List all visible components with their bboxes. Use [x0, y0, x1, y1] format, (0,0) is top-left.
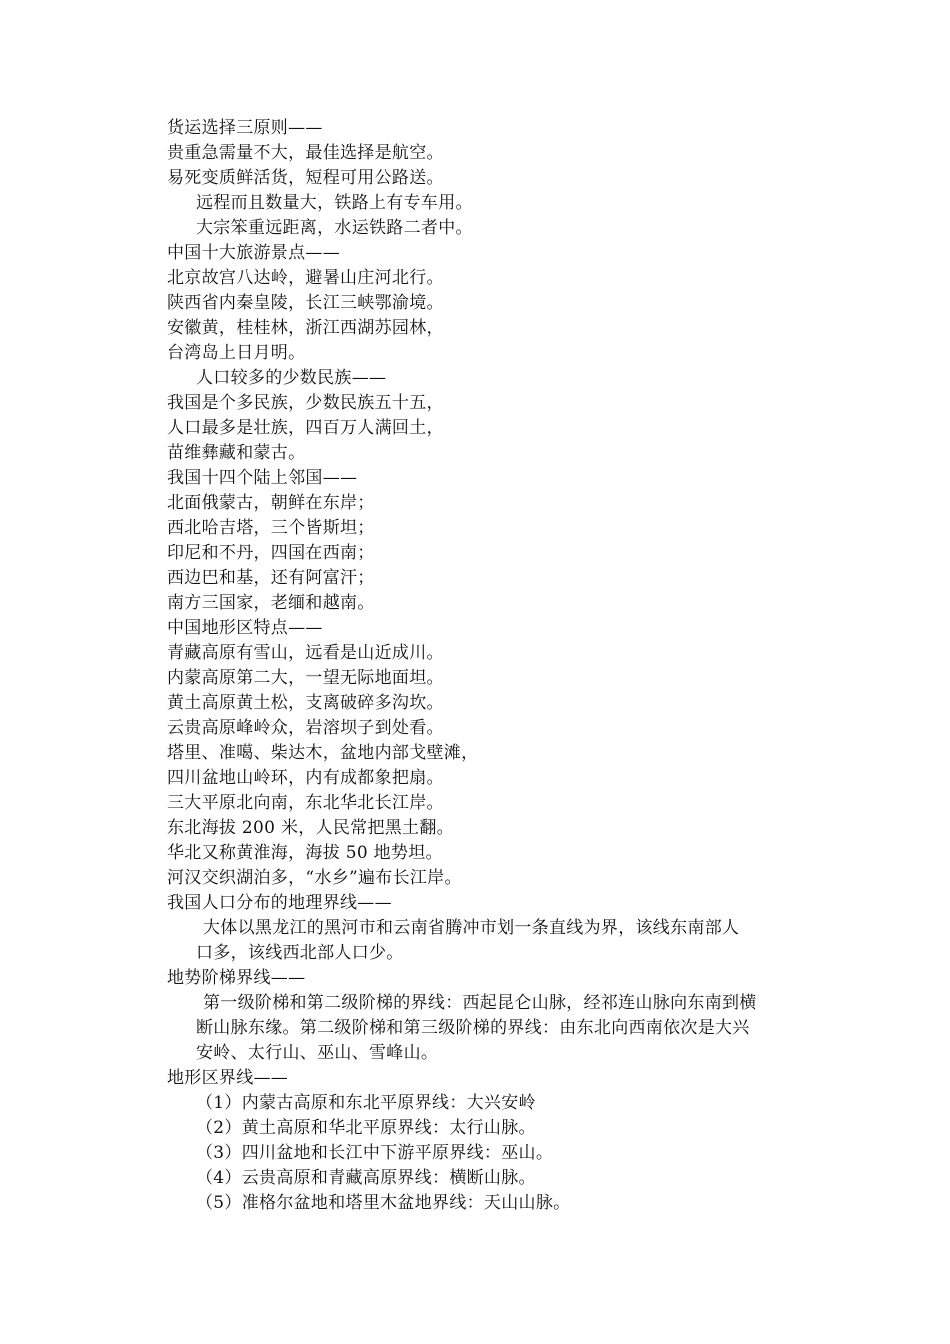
- text-line: 贵重急需量不大，最佳选择是航空。: [167, 143, 444, 163]
- text-line: 西边巴和基，还有阿富汗；: [167, 568, 375, 588]
- text-line: 远程而且数量大，铁路上有专车用。: [196, 193, 473, 213]
- text-line: 第一级阶梯和第二级阶梯的界线：西起昆仑山脉，经祁连山脉向东南到横: [203, 993, 757, 1013]
- text-line: 三大平原北向南，东北华北长江岸。: [167, 793, 444, 813]
- text-line: 安徽黄，桂桂林，浙江西湖苏园林，: [167, 318, 444, 338]
- section-heading: 人口较多的少数民族——: [196, 368, 387, 388]
- text-line: （5）准格尔盆地和塔里木盆地界线：天山山脉。: [196, 1193, 571, 1213]
- text-line: 台湾岛上日月明。: [167, 343, 306, 363]
- text-line: （3）四川盆地和长江中下游平原界线：巫山。: [196, 1143, 554, 1163]
- section-heading: 中国地形区特点——: [167, 618, 323, 638]
- section-heading: 我国人口分布的地理界线——: [167, 893, 392, 913]
- text-line: 大宗笨重远距离，水运铁路二者中。: [196, 218, 473, 238]
- text-line: （4）云贵高原和青藏高原界线：横断山脉。: [196, 1168, 536, 1188]
- section-heading: 地形区界线——: [167, 1068, 289, 1088]
- text-line: 印尼和不丹，四国在西南；: [167, 543, 375, 563]
- section-heading: 货运选择三原则——: [167, 118, 323, 138]
- section-heading: 我国十四个陆上邻国——: [167, 468, 358, 488]
- section-heading: 中国十大旅游景点——: [167, 243, 340, 263]
- text-line: 西北哈吉塔，三个皆斯坦；: [167, 518, 375, 538]
- text-line: 苗维彝藏和蒙古。: [167, 443, 306, 463]
- section-heading: 地势阶梯界线——: [167, 968, 306, 988]
- text-line: 黄土高原黄土松，支离破碎多沟坎。: [167, 693, 444, 713]
- text-line: 北京故宫八达岭，避暑山庄河北行。: [167, 268, 444, 288]
- text-line: 大体以黑龙江的黑河市和云南省腾冲市划一条直线为界，该线东南部人: [203, 918, 740, 938]
- text-line: 南方三国家，老缅和越南。: [167, 593, 375, 613]
- text-line: 云贵高原峰岭众，岩溶坝子到处看。: [167, 718, 444, 738]
- text-line: 易死变质鲜活货，短程可用公路送。: [167, 168, 444, 188]
- text-line: 北面俄蒙古，朝鲜在东岸；: [167, 493, 375, 513]
- text-line: 人口最多是壮族，四百万人满回土，: [167, 418, 444, 438]
- text-line: （2）黄土高原和华北平原界线：太行山脉。: [196, 1118, 536, 1138]
- text-line: 安岭、太行山、巫山、雪峰山。: [196, 1043, 439, 1063]
- text-line: 断山脉东缘。第二级阶梯和第三级阶梯的界线：由东北向西南依次是大兴: [196, 1018, 750, 1038]
- document-body: [0, 116, 950, 1216]
- text-line: 东北海拔 200 米，人民常把黑土翻。: [167, 818, 454, 838]
- text-line: （1）内蒙古高原和东北平原界线：大兴安岭: [196, 1093, 536, 1113]
- text-line: 我国是个多民族，少数民族五十五，: [167, 393, 444, 413]
- text-line: 塔里、准噶、柴达木，盆地内部戈壁滩，: [167, 743, 479, 763]
- text-line: 口多，该线西北部人口少。: [196, 943, 404, 963]
- text-line: 华北又称黄淮海，海拔 50 地势坦。: [167, 843, 443, 863]
- text-line: 青藏高原有雪山，远看是山近成川。: [167, 643, 444, 663]
- text-line: 陕西省内秦皇陵，长江三峡鄂渝境。: [167, 293, 444, 313]
- text-line: 四川盆地山岭环，内有成都象把扇。: [167, 768, 444, 788]
- text-line: 河汉交织湖泊多，“水乡”遍布长江岸。: [167, 868, 462, 888]
- text-line: 内蒙高原第二大，一望无际地面坦。: [167, 668, 444, 688]
